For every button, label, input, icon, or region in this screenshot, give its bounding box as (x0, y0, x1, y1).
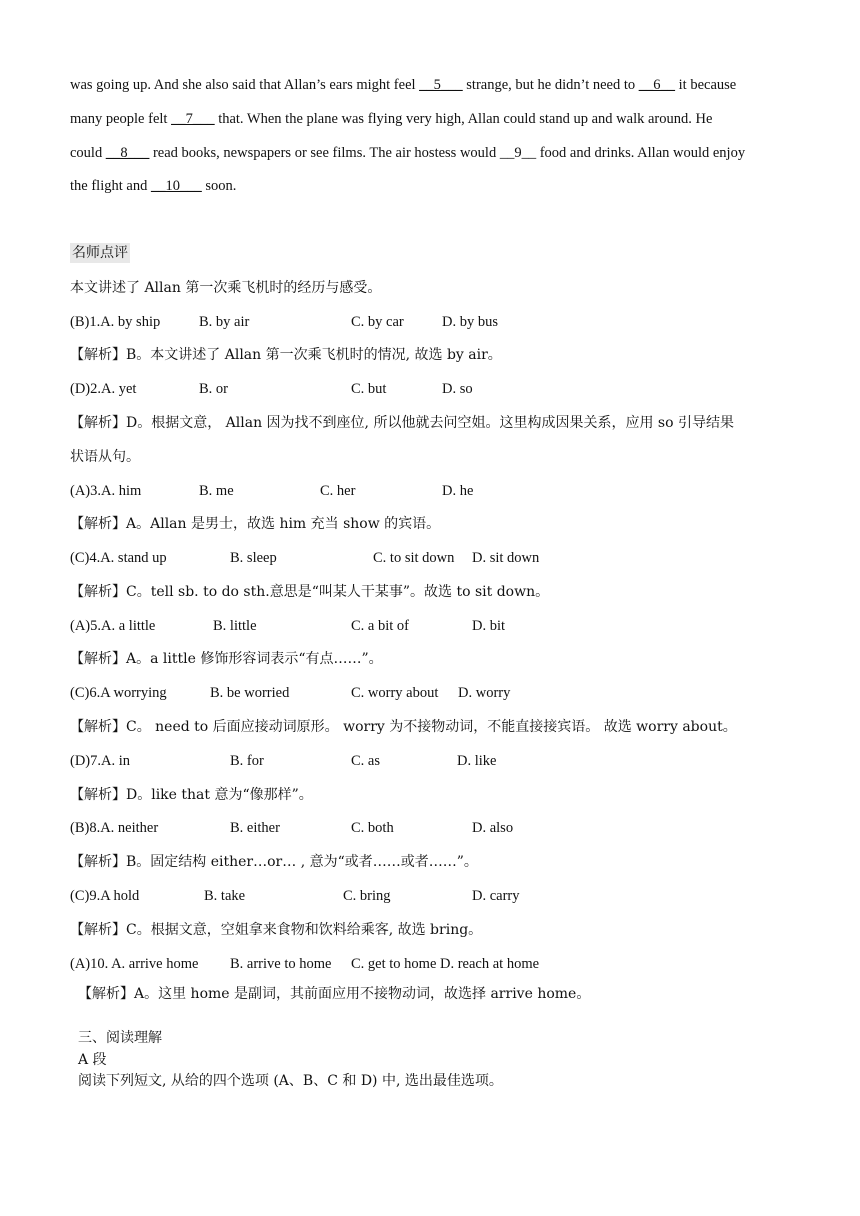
question-8 (70, 818, 790, 838)
explanation-7: 【解析】D。like that 意为“像那样”。 (70, 787, 313, 803)
passage-line-2 (70, 109, 790, 129)
question-5-option-b: B. little (213, 618, 257, 634)
question-4 (70, 548, 790, 568)
teacher-comment-heading: 名师点评 (72, 245, 128, 261)
question-6-option-a: (C)6.A worrying (70, 685, 167, 701)
passage-text: that. When the plane was flying very high, Allan could stand up and walk around. He (214, 111, 713, 127)
passage-text: could (70, 145, 106, 161)
passage-text: soon. (201, 178, 237, 194)
explanation-9: 【解析】C。根据文意，空姐拿来食物和饮料给乘客, 故选 bring。 (70, 922, 483, 938)
question-8-option-d: D. also (472, 820, 514, 836)
passage-line-3 (70, 143, 790, 163)
passage-text: strange, but he didn’t need to (462, 77, 639, 93)
question-7-option-a: (D)7.A. in (70, 753, 131, 769)
explanation-1: 【解析】B。本文讲述了 Allan 第一次乘飞机时的情况, 故选 by air。 (70, 347, 502, 363)
question-1-option-a: (B)1.A. by ship (70, 314, 161, 330)
question-3-option-d: D. he (442, 483, 474, 499)
question-2 (70, 379, 790, 399)
question-7-option-c: C. as (351, 753, 380, 769)
question-5-option-c: C. a bit of (351, 618, 409, 634)
question-1-option-b: B. by air (199, 314, 250, 330)
explanation-8: 【解析】B。固定结构 either…or… , 意为“或者……或者……”。 (70, 854, 478, 870)
question-7 (70, 751, 790, 771)
blank-7: __7___ (171, 111, 215, 127)
question-4-option-d: D. sit down (472, 550, 540, 566)
section-title: 三、阅读理解 (78, 1030, 162, 1046)
passage-text: it because (675, 77, 737, 93)
question-6-option-b: B. be worried (210, 685, 290, 701)
question-9-option-b: B. take (204, 888, 246, 904)
blank-10: __10___ (150, 178, 202, 194)
passage-text: the flight and (70, 178, 151, 194)
question-1-option-d: D. by bus (442, 314, 498, 330)
question-7-option-b: B. for (230, 753, 264, 769)
section-instruction: 阅读下列短文, 从给的四个选项 (A、B、C 和 D) 中, 选出最佳选项。 (78, 1073, 503, 1089)
question-4-option-c: C. to sit down (373, 550, 455, 566)
passage-line-1 (70, 75, 790, 95)
summary-text: 本文讲述了 Allan 第一次乘飞机时的经历与感受。 (70, 280, 382, 296)
question-3-option-c: C. her (320, 483, 356, 499)
question-9 (70, 886, 790, 906)
passage-line-4 (70, 176, 790, 196)
question-1-option-c: C. by car (351, 314, 404, 330)
question-7-option-d: D. like (457, 753, 497, 769)
question-2-option-a: (D)2.A. yet (70, 381, 137, 397)
question-2-option-d: D. so (442, 381, 473, 397)
question-10-option-d: D. reach at home (440, 956, 540, 972)
section-subtitle: A 段 (78, 1052, 107, 1068)
question-10-option-b: B. arrive to home (230, 956, 332, 972)
blank-6: __6__ (638, 77, 676, 93)
question-9-option-a: (C)9.A hold (70, 888, 140, 904)
explanation-6: 【解析】C。 need to 后面应接动词原形。 worry 为不接物动词，不能直接接宾语。 故选 worry about。 (70, 719, 737, 735)
question-10-option-a: (A)10. A. arrive home (70, 956, 199, 972)
question-9-option-d: D. carry (472, 888, 520, 904)
question-8-option-b: B. either (230, 820, 280, 836)
question-3 (70, 481, 790, 501)
question-8-option-c: C. both (351, 820, 394, 836)
question-2-option-c: C. but (351, 381, 387, 397)
blank-8: __8___ (105, 145, 150, 161)
question-4-option-b: B. sleep (230, 550, 277, 566)
explanation-4: 【解析】C。tell sb. to do sth.意思是“叫某人干某事”。故选 to sit down。 (70, 584, 550, 600)
question-10-option-c: C. get to home (351, 956, 437, 972)
question-3-option-a: (A)3.A. him (70, 483, 142, 499)
passage-text: read books, newspapers or see films. The air hostess would __9__ food and drinks. Allan would enjoy (149, 145, 746, 161)
question-10 (70, 954, 790, 974)
question-5 (70, 616, 790, 636)
question-4-option-a: (C)4.A. stand up (70, 550, 167, 566)
passage-text: was going up. And she also said that Allan’s ears might feel (70, 77, 420, 93)
question-1 (70, 312, 790, 332)
explanation-3: 【解析】A。Allan 是男士，故选 him 充当 show 的宾语。 (70, 516, 441, 532)
blank-5: __5___ (419, 77, 463, 93)
question-5-option-a: (A)5.A. a little (70, 618, 156, 634)
question-2-option-b: B. or (199, 381, 228, 397)
explanation-2-cont: 状语从句。 (70, 449, 140, 465)
question-5-option-d: D. bit (472, 618, 506, 634)
explanation-2: 【解析】D。根据文意， Allan 因为找不到座位, 所以他就去问空姐。这里构成因果关系，应用 so 引导结果 (70, 415, 734, 431)
passage-text: many people felt (70, 111, 172, 127)
question-6 (70, 683, 790, 703)
question-6-option-c: C. worry about (351, 685, 439, 701)
question-8-option-a: (B)8.A. neither (70, 820, 159, 836)
explanation-5: 【解析】A。a little 修饰形容词表示“有点……”。 (70, 651, 383, 667)
question-6-option-d: D. worry (458, 685, 511, 701)
explanation-10: 【解析】A。这里 home 是副词，其前面应用不接物动词，故选择 arrive home。 (78, 986, 591, 1002)
question-9-option-c: C. bring (343, 888, 391, 904)
question-3-option-b: B. me (199, 483, 234, 499)
